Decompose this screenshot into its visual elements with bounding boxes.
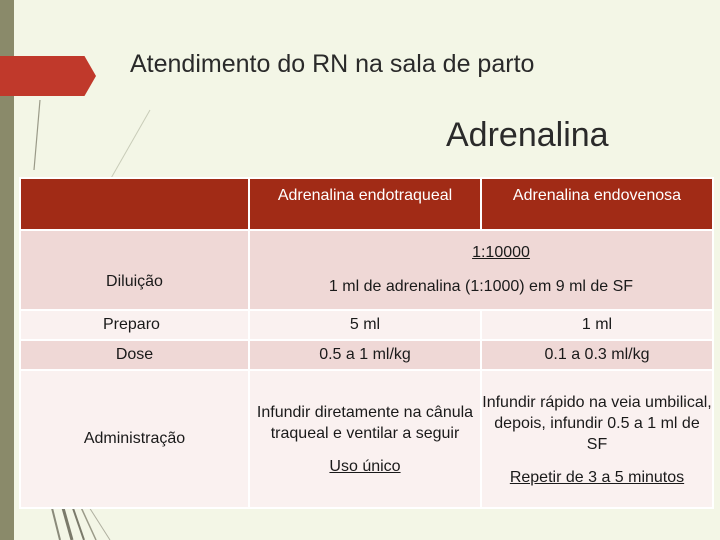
row-label-administracao: Administração: [20, 370, 249, 508]
row-label-preparo: Preparo: [20, 310, 249, 340]
dose-endotraqueal: 0.5 a 1 ml/kg: [249, 340, 481, 370]
table-row-dose: [20, 340, 713, 370]
row-label-diluicao: Diluição: [20, 230, 249, 310]
slide-title: Atendimento do RN na sala de parto: [130, 50, 535, 78]
preparo-endovenosa: 1 ml: [481, 310, 713, 340]
slide-heading: Adrenalina: [446, 116, 609, 154]
administracao-endotraqueal-note: Uso único: [329, 458, 401, 475]
administracao-endotraqueal-cell: [249, 370, 481, 508]
table-row-diluicao: [20, 230, 713, 310]
diluicao-description: 1 ml de adrenalina (1:1000) em 9 ml de SF: [328, 278, 634, 295]
table-row-preparo: [20, 310, 713, 340]
diluicao-ratio: 1:10000: [472, 244, 530, 261]
diluicao-value-cell: [249, 230, 713, 310]
header-cell-endotraqueal: Adrenalina endotraqueal: [249, 178, 481, 230]
administracao-endovenosa-cell: [481, 370, 713, 508]
preparo-endotraqueal: 5 ml: [249, 310, 481, 340]
table-row-administracao: [20, 370, 713, 508]
header-cell-empty: [20, 178, 249, 230]
row-label-dose: Dose: [20, 340, 249, 370]
title-accent-tab: [0, 56, 96, 96]
adrenalina-table: [19, 177, 714, 509]
administracao-endotraqueal-text: Infundir diretamente na cânula traqueal e ventilar a seguir: [256, 404, 474, 442]
table-header-row: [20, 178, 713, 230]
dose-endovenosa: 0.1 a 0.3 ml/kg: [481, 340, 713, 370]
administracao-endovenosa-text: Infundir rápido na veia umbilical, depois, infundir 0.5 a 1 ml de SF: [482, 393, 712, 453]
administracao-endovenosa-note: Repetir de 3 a 5 minutos: [509, 468, 685, 486]
header-cell-endovenosa: Adrenalina endovenosa: [481, 178, 713, 230]
